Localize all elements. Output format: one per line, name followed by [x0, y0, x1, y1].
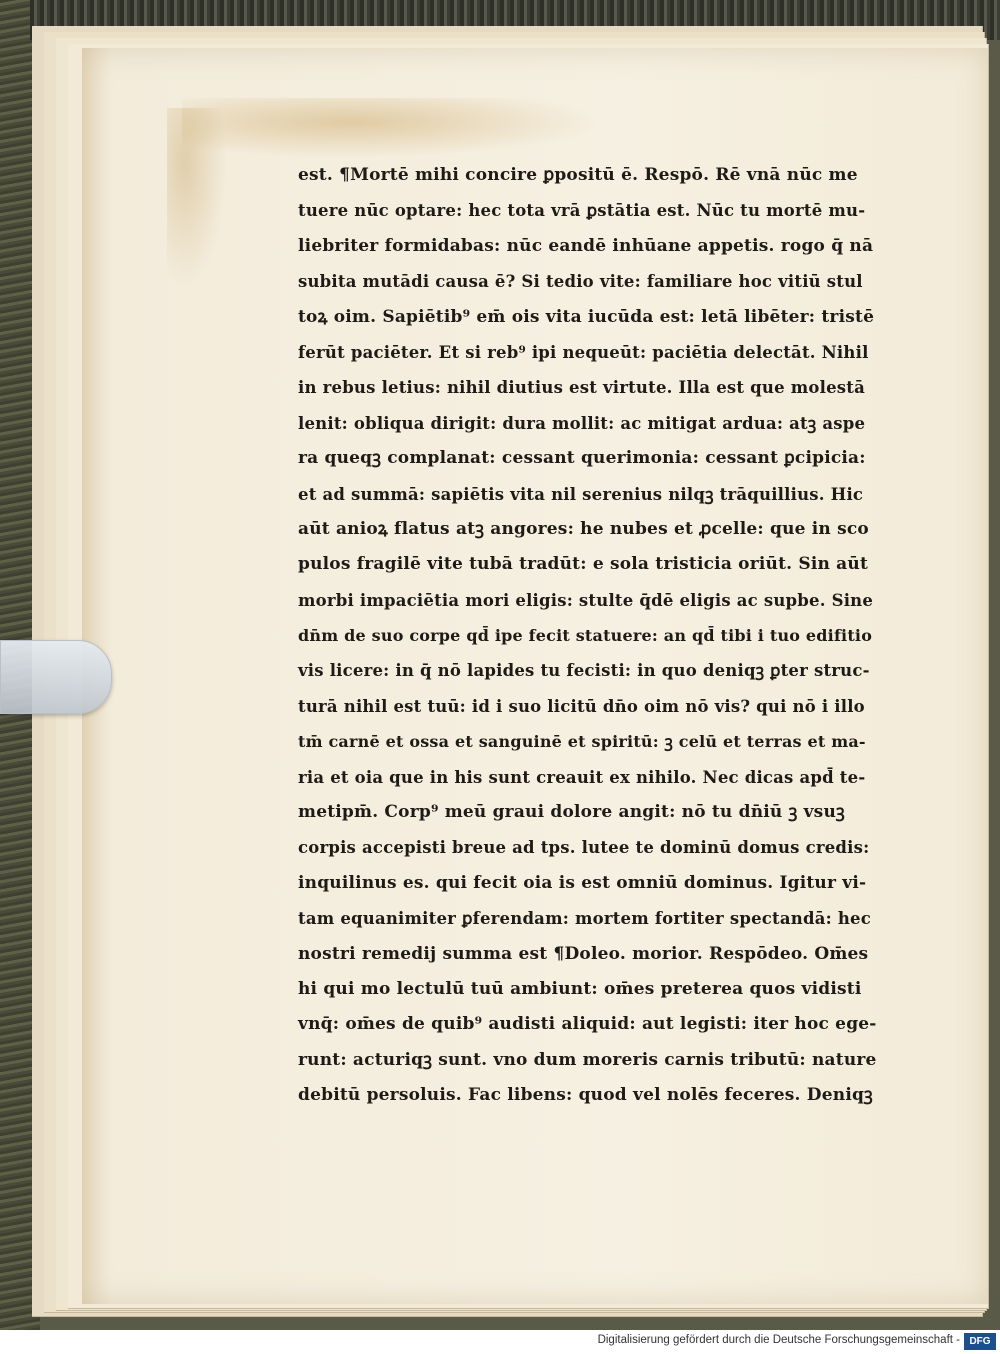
text-line: tuere nūc optare: hec tota vrā ꝑstātia est. Nūc tu mortē mu-	[298, 201, 866, 221]
water-stain	[182, 98, 602, 158]
text-line: dn̄m de suo corpe qd̄ ipe fecit statuere: an qd̄ tibi i tuo edifitio	[298, 626, 873, 646]
page-clip	[0, 640, 112, 714]
text-line: ferūt paciēter. Et si reb⁹ ipi nequeūt: paciētia delectāt. Nihil	[298, 342, 869, 362]
text-line: subita mutādi causa ē? Si tedio vite: familiare hoc vitiū stul	[298, 272, 863, 292]
text-line: vis licere: in q̄ nō lapides tu fecisti: in quo deniqꝫ ꝑter struc-	[298, 661, 870, 681]
page-text	[298, 158, 878, 1114]
text-line: turā nihil est tuū: id i suo licitū dn̄o oim nō vis? qui nō i illo	[298, 696, 865, 716]
text-line: runt: acturiqꝫ sunt. vno dum moreris carnis tributū: nature	[298, 1049, 877, 1070]
dfg-logo[interactable]: DFG	[964, 1333, 996, 1350]
text-line: in rebus letius: nihil diutius est virtute. Illa est que molestā	[298, 378, 865, 398]
text-line: pulos fragilē vite tubā tradūt: e sola tristicia oriūt. Sin aūt	[298, 554, 868, 575]
text-line: ria et oia que in his sunt creauit ex nihilo. Nec dicas apd̄ te-	[298, 767, 866, 787]
text-line: nostri remedij summa est ¶Doleo. morior. Respōdeo. Om̄es	[298, 943, 869, 964]
text-line: hi qui mo lectulū tuū ambiunt: om̄es preterea quos vidisti	[298, 978, 862, 999]
text-line: ra queqꝫ complanat: cessant querimonia: cessant ꝑcipicia:	[298, 448, 866, 469]
text-line: est. ¶Mortē mihi concire ꝑpositū ē. Respō. Rē vnā nūc me	[298, 165, 858, 185]
water-stain	[167, 108, 227, 288]
text-line: metipm̄. Corp⁹ meū graui dolore angit: nō tu dn̄iū ꝫ vsuꝫ	[298, 802, 845, 823]
text-line: tam equanimiter ꝑferendam: mortem fortiter spectandā: hec	[298, 909, 871, 929]
text-line: aūt anioꝝ flatus atꝫ angores: he nubes et ꝓcelle: que in sco	[298, 518, 869, 539]
text-line: morbi impaciētia mori eligis: stulte q̄dē eligis ac supbe. Sine	[298, 590, 874, 610]
text-line: debitū persoluis. Fac libens: quod vel nolēs feceres. Deniqꝫ	[298, 1085, 873, 1106]
text-line: tm̄ carnē et ossa et sanguinē et spiritū: ꝫ celū et terras et ma-	[298, 732, 866, 752]
text-line: et ad summā: sapiētis vita nil serenius nilqꝫ trāquillius. Hic	[298, 484, 864, 504]
footer-bar	[0, 1330, 1000, 1354]
text-line: toꝝ oim. Sapiētib⁹ em̄ ois vita iucūda est: letā libēter: tristē	[298, 306, 875, 327]
text-line: liebriter formidabas: nūc eandē inhūane appetis. rogo q̄ nā	[298, 235, 874, 256]
funding-notice: Digitalisierung gefördert durch die Deutsche Forschungsgemeinschaft -	[597, 1334, 960, 1346]
text-line: inquilinus es. qui fecit oia is est omniū dominus. Igitur vi-	[298, 872, 867, 893]
text-line: corpis accepisti breue ad tps. lutee te dominū domus credis:	[298, 838, 870, 858]
text-line: lenit: obliqua dirigit: dura mollit: ac mitigat ardua: atꝫ aspe	[298, 413, 866, 433]
text-line: vnq̄: om̄es de quib⁹ audisti aliquid: aut legisti: iter hoc ege-	[298, 1014, 877, 1035]
